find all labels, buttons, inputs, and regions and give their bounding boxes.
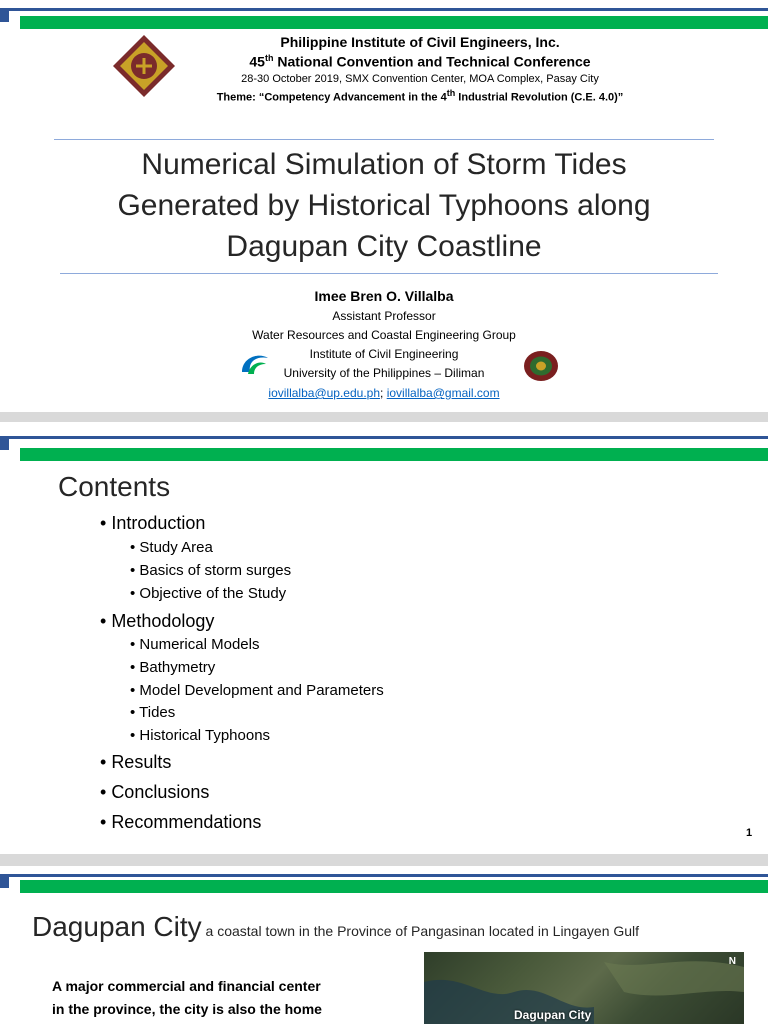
- contents-subitem-label: Study Area: [139, 539, 213, 556]
- contents-item-results: • Results: [100, 752, 172, 772]
- contents-subitem-bathymetry: • Bathymetry: [130, 659, 216, 676]
- contents-subitem-label: Bathymetry: [139, 659, 216, 676]
- contents-item-recommendations: • Recommendations: [100, 812, 262, 832]
- email-separator: ;: [380, 386, 387, 400]
- header-conf-num: 45: [249, 53, 265, 70]
- green-header-bar: [20, 880, 768, 893]
- ice-logo-icon: [238, 350, 270, 380]
- header-theme-sup: th: [446, 88, 456, 98]
- header-theme-a: Theme: “Competency Advancement in the 4: [216, 91, 447, 104]
- contents-subitem-label: Numerical Models: [139, 636, 260, 653]
- contents-subitem-label: Tides: [139, 704, 176, 721]
- contents-subitem-historical-typhoons: • Historical Typhoons: [130, 727, 271, 744]
- header-conf-sup: th: [264, 53, 274, 63]
- page-number: 1: [746, 827, 753, 839]
- blue-header-bar: [0, 874, 768, 877]
- north-arrow-icon: N: [728, 956, 736, 967]
- dagupan-para-line-2: in the province, the city is also the home: [52, 1001, 322, 1017]
- title-line-1: Numerical Simulation of Storm Tides: [141, 148, 627, 181]
- email-link-gmail[interactable]: iovillalba@gmail.com: [386, 386, 500, 400]
- contents-item-label: Methodology: [111, 611, 215, 631]
- author-group: Water Resources and Coastal Engineering Group: [252, 328, 516, 342]
- author-emails: [140, 386, 628, 400]
- green-header-bar: [20, 448, 768, 461]
- slide-title: [40, 144, 728, 267]
- author-position: Assistant Professor: [332, 309, 436, 323]
- title-line-2: Generated by Historical Typhoons along: [117, 189, 651, 222]
- header-org: Philippine Institute of Civil Engineers, Inc.: [280, 34, 560, 50]
- contents-subitem-study-area: • Study Area: [130, 539, 213, 556]
- author-university: University of the Philippines – Diliman: [283, 366, 485, 380]
- contents-subitem-model-development: • Model Development and Parameters: [130, 682, 384, 699]
- dagupan-para-line-1: A major commercial and financial center: [52, 978, 321, 994]
- blue-header-bar: [0, 436, 768, 439]
- header-conf-rest: National Convention and Technical Conference: [273, 53, 591, 70]
- dagupan-title-main: Dagupan City: [32, 911, 202, 942]
- satellite-map: [424, 952, 744, 1024]
- author-name: Imee Bren O. Villalba: [314, 288, 454, 304]
- contents-item-methodology: • Methodology: [100, 611, 215, 631]
- contents-subitem-storm-surges: • Basics of storm surges: [130, 562, 292, 579]
- blue-header-bar: [0, 8, 768, 11]
- title-rule-top: [54, 139, 714, 140]
- green-header-bar: [20, 16, 768, 29]
- up-seal-icon: [523, 350, 559, 382]
- dagupan-title-sub: a coastal town in the Province of Pangasinan located in Lingayen Gulf: [201, 923, 640, 939]
- header-theme: [120, 88, 720, 104]
- contents-subitem-label: Basics of storm surges: [139, 562, 292, 579]
- contents-subitem-label: Objective of the Study: [139, 585, 287, 602]
- author-institute: Institute of Civil Engineering: [309, 347, 459, 361]
- header-theme-b: Industrial Revolution (C.E. 4.0)”: [455, 91, 624, 104]
- contents-subitem-label: Historical Typhoons: [139, 727, 271, 744]
- contents-item-conclusions: • Conclusions: [100, 782, 210, 802]
- contents-subitem-label: Model Development and Parameters: [139, 682, 384, 699]
- title-line-3: Dagupan City Coastline: [226, 230, 542, 263]
- contents-subitem-objective: • Objective of the Study: [130, 585, 287, 602]
- contents-subitem-numerical-models: • Numerical Models: [130, 636, 260, 653]
- email-link-up[interactable]: iovillalba@up.edu.ph: [268, 386, 381, 400]
- contents-subitem-tides: • Tides: [130, 704, 176, 721]
- header-date-venue: 28-30 October 2019, SMX Convention Center, MOA Complex, Pasay City: [241, 73, 599, 85]
- contents-item-label: Recommendations: [111, 812, 262, 832]
- contents-item-label: Conclusions: [111, 782, 210, 802]
- contents-item-label: Introduction: [111, 513, 206, 533]
- map-label-dagupan: Dagupan City: [514, 1008, 592, 1022]
- contents-item-label: Results: [111, 752, 172, 772]
- contents-item-introduction: • Introduction: [100, 513, 206, 533]
- contents-title: Contents: [58, 471, 171, 502]
- title-rule-bottom: [60, 273, 718, 274]
- title-slide: [0, 0, 768, 412]
- header-conference: [120, 53, 720, 70]
- dagupan-title: [32, 911, 639, 943]
